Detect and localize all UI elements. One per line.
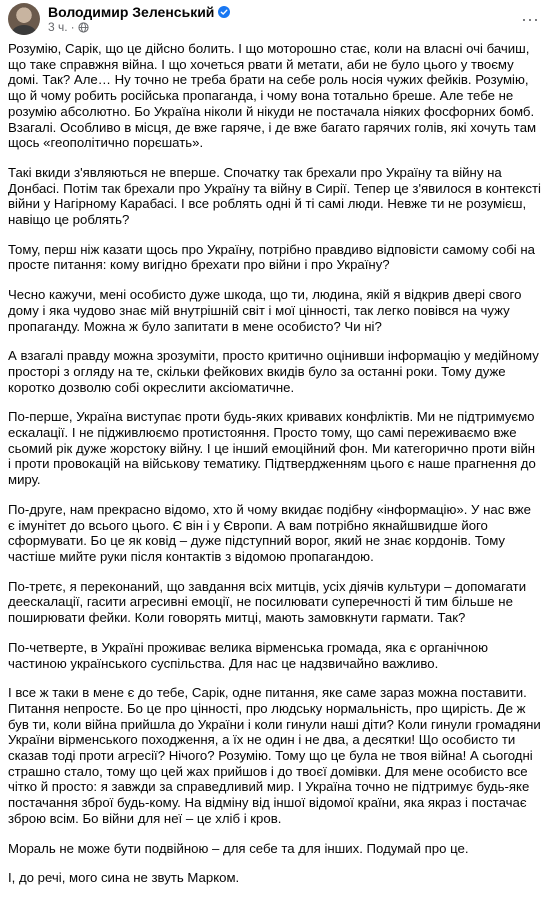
post-paragraph: І все ж таки в мене є до тебе, Сарік, одне питання, яке саме зараз можна поставити. Питання непросте. Бо це про цінності, про людську нормальність, про щирість. Де ж був ти, коли війна прийшла до України і коли гинули наші діти? Коли гинули громадяни України вірменського походження, а їх не один і не два, а десятки! Що особисто ти сказав тоді проти агресії? Нічого? Розумію. Тому що це була не твоя війна! А сьогодні страшно стало, тому що цей жах прийшов і до твоєї домівки. Для мене особисто все чітко й просто: я завжди за справедливий мир. І Україна точно не підтримує будь-яке постачання зброї будь-кому. На відміну від іншої відомої країни, яка якраз і постачає зброю всім. Бо війни для неї – це хліб і кров. — [8, 685, 541, 826]
post-paragraph: По-друге, нам прекрасно відомо, хто й чому вкидає подібну «інформацію». У нас вже є імунітет до всього цього. Є він і у Європи. А вам потрібно якнайшвидше його сформувати. Бо це як ковід – дуже підступний ворог, який не знає кордонів. Тому частіше мийте руки після контактів з відомою пропагандою. — [8, 501, 531, 564]
post-text — [8, 41, 541, 900]
post-paragraph: А взагалі правду можна зрозуміти, просто критично оцінивши інформацію у медійному просторі з огляду на те, скільки фейкових вкидів було за останні роки. Тому дуже коротко дозволю собі окреслити аксіоматичне. — [8, 348, 539, 395]
post-paragraph: Розумію, Сарік, що це дійсно болить. І що моторошно стає, коли на власні очі бачиш, що таке справжня війна. І що хочеться рвати й метати, аби не було цього у твоєму домі. Так? Але… Ну точно не треба брати на себе роль носія чужих фейків. Розумію, що й чому робить російська пропаганда, і чому вона тотально бреше. Але тебе не розумію абсолютно. Бо Україна ніколи й нікуди не постачала ніяких фосфорних бомб. Взагалі. Особливо в місця, де вже гаряче, і де вже багато гарячих голів, які хочуть там щось «геополітично порєшать». — [8, 41, 537, 151]
meta-separator: · — [70, 19, 75, 34]
avatar[interactable] — [8, 3, 40, 35]
post-paragraph: По-перше, Україна виступає проти будь-яких кривавих конфліктів. Ми не підтримуємо ескалації. І не підживлюємо протистояння. Просто тому, що самі переживаємо вже сьомий рік дуже жорстоку війну. І це інший емоційний фон. Ми категорично проти війн і проти провокацій на військову тематику. Підтвердженням цього є наше прагнення до миру. — [8, 409, 536, 488]
post-paragraph: Мораль не може бути подвійною – для себе та для інших. Подумай про це. — [8, 840, 469, 856]
post-paragraph: Такі вкиди з'являються не вперше. Спочатку так брехали про Україну та війну на Донбасі. Потім так брехали про Україну та війну в Сирії. Тепер це з'явилося в контексті війни у Нагірному Карабасі. І все роблять одні й ті самі люди. Невже ти не розумієш, навіщо це роблять? — [8, 164, 541, 228]
author-name[interactable]: Володимир Зеленський — [48, 3, 215, 20]
post-paragraph: Чесно кажучи, мені особисто дуже шкода, що ти, людина, якій я відкрив двері свого дому і яка чудово знає мій внутрішній світ і мої цінності, так легко повівся на чужу пропаганду. Можна ж було запитати в мене особисто? Чи ні? — [8, 287, 522, 334]
author-row — [48, 4, 230, 20]
post-paragraph: І, до речі, мого сина не звуть Марком. — [8, 870, 240, 886]
post-paragraph: Тому, перш ніж казати щось про Україну, потрібно правдиво відповісти самому собі на просте питання: кому вигідно брехати про війни і про Україну? — [8, 241, 535, 273]
post-paragraph: По-третє, я переконаний, що завдання всіх митців, усіх діячів культури – допомагати деескалації, гасити агресивні емоції, не посилювати суперечності й тим більше не поширювати фейки. Коли говорять митці, мають замовкнути гармати. Так? — [8, 578, 527, 626]
post-meta — [48, 20, 230, 35]
post-timestamp[interactable]: 3 ч. — [48, 19, 68, 34]
globe-icon[interactable] — [78, 22, 89, 33]
verified-badge-icon — [218, 6, 230, 18]
post-paragraph: По-четверте, в Україні проживає велика вірменська громада, яка є органічною частиною українського суспільства. Для нас це надзвичайно важливо. — [8, 639, 488, 671]
author-block — [48, 4, 230, 35]
post-header — [8, 2, 544, 36]
post-options-button[interactable]: ··· — [521, 9, 539, 29]
